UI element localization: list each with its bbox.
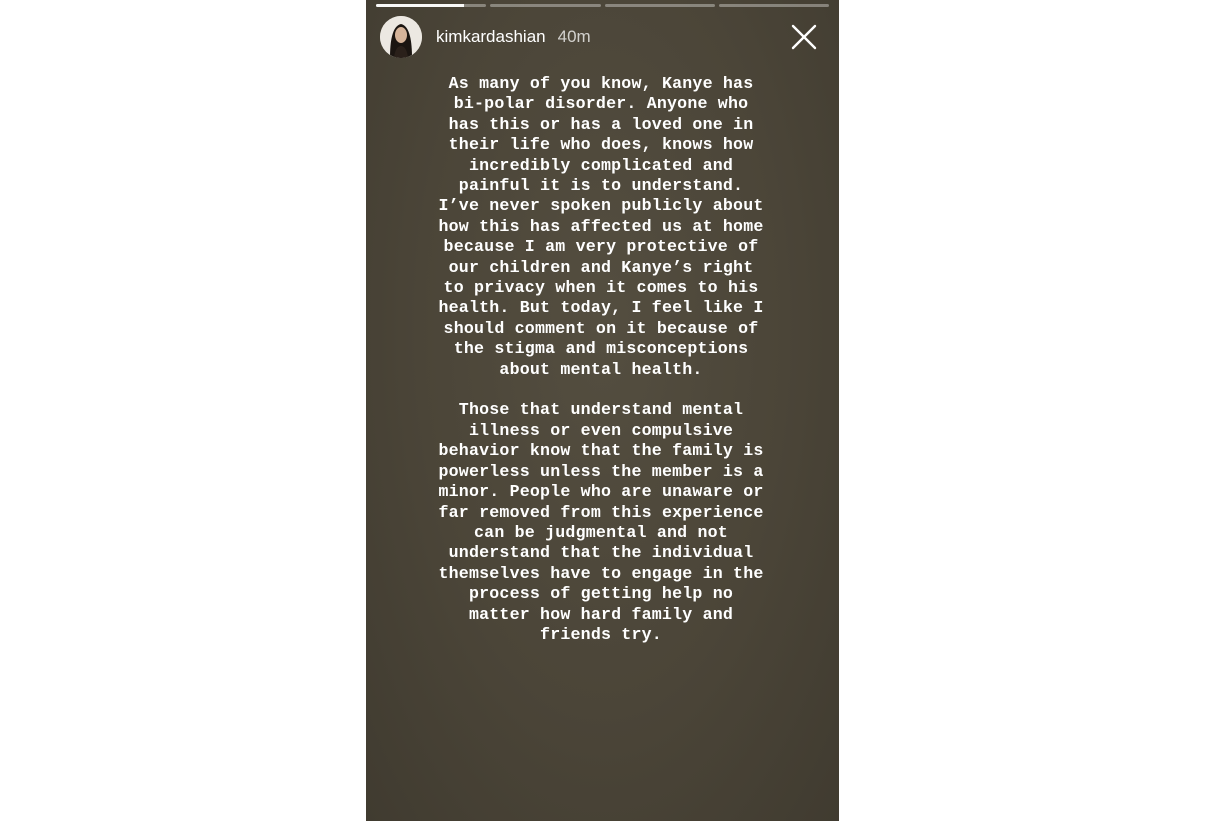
progress-segment	[719, 4, 829, 7]
close-icon	[791, 24, 817, 50]
avatar-image	[380, 16, 422, 58]
story-viewer[interactable]	[366, 0, 839, 821]
story-progress-bar	[376, 4, 829, 7]
story-username[interactable]: kimkardashian	[436, 27, 546, 46]
close-button[interactable]	[791, 24, 817, 50]
progress-segment	[605, 4, 715, 7]
story-timestamp: 40m	[557, 27, 591, 46]
story-header	[380, 16, 829, 58]
story-paragraph: As many of you know, Kanye has bi-polar disorder. Anyone who has this or has a loved one in their life who does, knows how incredibly complicated and painful it is to understand. I’ve never spoken publicly about how this has affected us at home because I am very protective of our children and Kanye’s right to privacy when it comes to his health. But today, I feel like I should comment on it because of the stigma and misconceptions about mental health.	[438, 74, 764, 379]
progress-segment	[490, 4, 600, 7]
story-paragraph: Those that understand mental illness or even compulsive behavior know that the family is powerless unless the member is a minor. People who are unaware or far removed from this experience can be judgmental and not understand that the individual themselves have to engage in the process of getting help no matter how hard family and friends try.	[438, 400, 764, 644]
story-text	[436, 74, 766, 645]
progress-segment	[376, 4, 486, 7]
progress-fill	[376, 4, 464, 7]
avatar[interactable]	[380, 16, 422, 58]
